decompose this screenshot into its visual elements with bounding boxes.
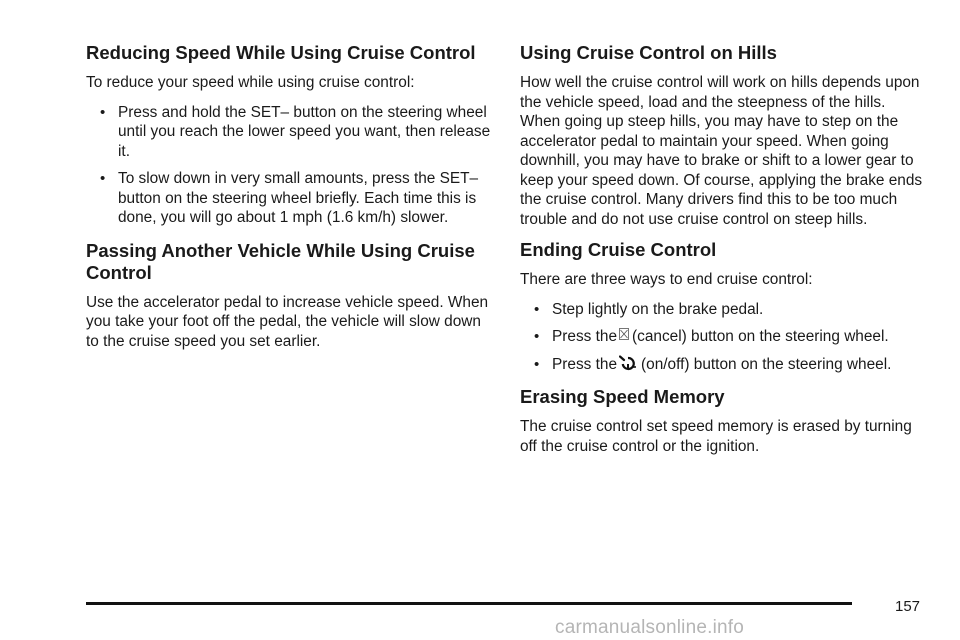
watermark: carmanualsonline.info (555, 617, 745, 638)
bullet-glyph: • (534, 355, 540, 373)
heading-reducing-speed: Reducing Speed While Using Cruise Control (86, 42, 476, 63)
reducing-bullet-list (86, 103, 494, 228)
list-item (86, 103, 494, 162)
left-column (86, 42, 494, 361)
bullet-text: Step lightly on the brake pedal. (552, 300, 764, 318)
right-column (520, 42, 924, 466)
bullet-glyph: • (100, 170, 106, 187)
list-item (520, 355, 924, 375)
bullet-glyph: • (534, 300, 540, 318)
heading-erasing: Erasing Speed Memory (520, 386, 725, 407)
section-passing (86, 240, 494, 352)
section-erasing (520, 386, 924, 456)
cruise-on-off-icon (619, 355, 637, 372)
bullet-text-pre: Press the (552, 328, 618, 345)
bullet-text: Press and hold the SET– button on the steering wheel until you reach the lower speed you want, then release it. (118, 103, 491, 160)
heading-hills: Using Cruise Control on Hills (520, 42, 777, 63)
ending-intro: There are three ways to end cruise control: (520, 271, 813, 288)
passing-body: Use the accelerator pedal to increase vehicle speed. When you take your foot off the pedal, the vehicle will slow down to the cruise speed you set earlier. (86, 293, 489, 350)
reducing-intro: To reduce your speed while using cruise control: (86, 74, 415, 91)
bullet-text: To slow down in very small amounts, press the SET– button on the steering wheel briefly. Each time this is done, you will go about 1 mph (1.6 km/h) slower. (118, 170, 479, 226)
bullet-text-post: (cancel) button on the steering wheel. (632, 328, 889, 345)
bullet-glyph: • (100, 103, 106, 121)
erasing-body: The cruise control set speed memory is erased by turning off the cruise control or the ignition. (520, 418, 912, 455)
ending-bullet-list (520, 300, 924, 375)
footer-rule (86, 602, 852, 605)
hills-body: How well the cruise control will work on hills depends upon the vehicle speed, load and the steepness of the hills. When going up steep hills, you may have to step on the accelerator pedal to maintain your speed. When going downhill, you may have to brake or shift to a lower gear to keep your speed down. Of course, applying the brake ends the cruise control. Many drivers find this to be too much trouble and do not use cruise control on steep hills. (520, 74, 923, 228)
list-item (520, 300, 924, 320)
bullet-text-post: (on/off) button on the steering wheel. (641, 355, 892, 373)
list-item (86, 169, 494, 228)
page-number: 157 (895, 598, 921, 615)
section-reducing-speed (86, 42, 494, 228)
section-ending (520, 239, 924, 374)
section-hills (520, 42, 924, 229)
bullet-glyph: • (534, 328, 540, 345)
heading-ending: Ending Cruise Control (520, 239, 717, 260)
bullet-text-pre: Press the (552, 355, 618, 373)
list-item (520, 327, 924, 347)
cancel-icon (619, 328, 629, 340)
heading-passing: Passing Another Vehicle While Using Cruise Control (86, 239, 475, 283)
